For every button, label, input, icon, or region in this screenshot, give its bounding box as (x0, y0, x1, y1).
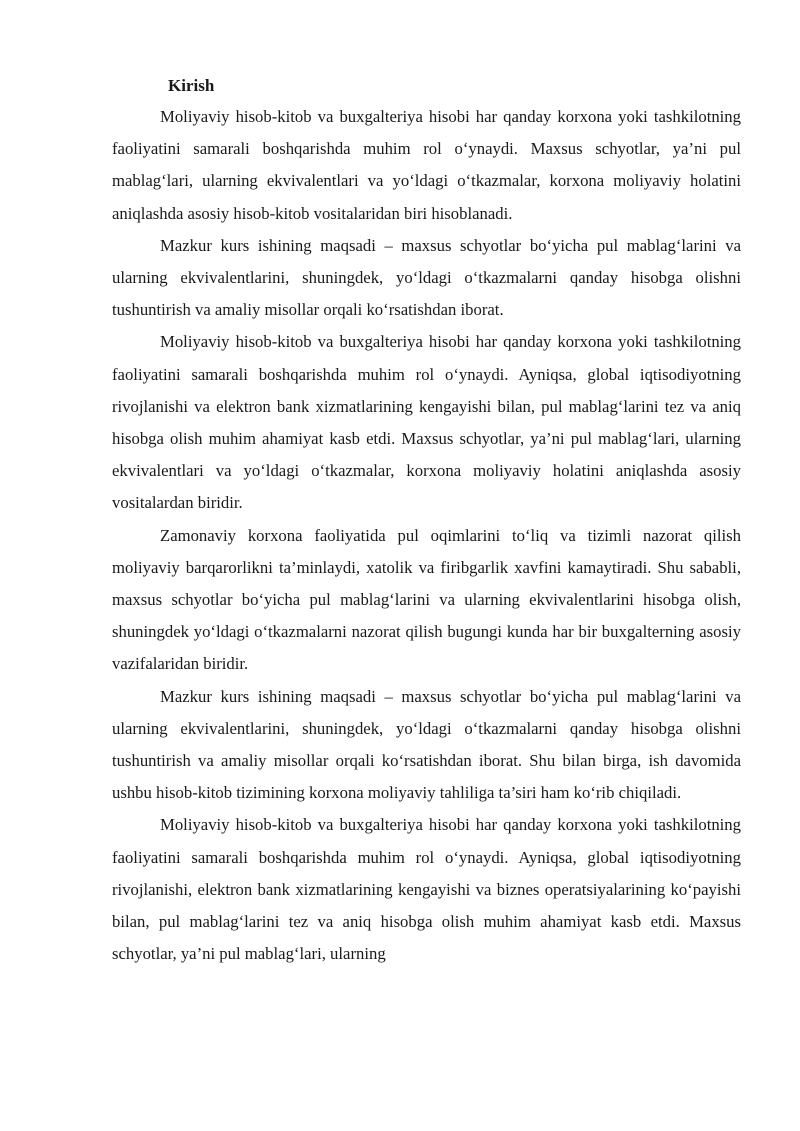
document-page (112, 70, 741, 970)
paragraph: Mazkur kurs ishining maqsadi – maxsus schyotlar bo‘yicha pul mablag‘larini va ularning ekvivalentlarini, shuningdek, yo‘ldagi o‘tkazmalarni qanday hisobga olishni tushuntirish va amaliy misollar orqali ko‘rsatishdan iborat. (112, 235, 741, 320)
section-heading: Kirish (168, 76, 215, 95)
paragraph: Moliyaviy hisob-kitob va buxgalteriya hisobi har qanday korxona yoki tashkilotning faoliyatini samarali boshqarishda muhim rol o‘ynaydi. Maxsus schyotlar, ya’ni pul mablag‘lari, ularning ekvivalentlari va yo‘ldagi o‘tkazmalar, korxona moliyaviy holatini aniqlashda asosiy hisob-kitob vositalaridan biri hisoblanadi. (112, 107, 741, 223)
paragraph: Mazkur kurs ishining maqsadi – maxsus schyotlar bo‘yicha pul mablag‘larini va ularning ekvivalentlarini, shuningdek, yo‘ldagi o‘tkazmalarni qanday hisobga olishni tushuntirish va amaliy misollar orqali ko‘rsatishdan iborat. Shu bilan birga, ish davomida ushbu hisob-kitob tizimining korxona moliyaviy tahliliga ta’siri ham ko‘rib chiqiladi. (112, 686, 741, 803)
paragraph: Moliyaviy hisob-kitob va buxgalteriya hisobi har qanday korxona yoki tashkilotning faoliyatini samarali boshqarishda muhim rol o‘ynaydi. Ayniqsa, global iqtisodiyotning rivojlanishi, elektron bank xizmatlarining kengayishi va biznes operatsiyalarining ko‘payishi bilan, pul mablag‘larini tez va aniq hisobga olish muhim ahamiyat kasb etdi. Maxsus schyotlar, ya’ni pul mablag‘lari, ularning (112, 815, 741, 964)
paragraph: Moliyaviy hisob-kitob va buxgalteriya hisobi har qanday korxona yoki tashkilotning faoliyatini samarali boshqarishda muhim rol o‘ynaydi. Ayniqsa, global iqtisodiyotning rivojlanishi va elektron bank xizmatlarining kengayishi bilan, pul mablag‘larini tez va aniq hisobga olish muhim ahamiyat kasb etdi. Maxsus schyotlar, ya’ni pul mablag‘lari, ularning ekvivalentlari va yo‘ldagi o‘tkazmalar, korxona moliyaviy holatini aniqlashda asosiy vositalardan biridir. (112, 332, 741, 513)
paragraph: Zamonaviy korxona faoliyatida pul oqimlarini to‘liq va tizimli nazorat qilish moliyaviy barqarorlikni ta’minlaydi, xatolik va firibgarlik xavfini kamaytiradi. Shu sababli, maxsus schyotlar bo‘yicha pul mablag‘larini va ularning ekvivalentlarini hisobga olish, shuningdek yo‘ldagi o‘tkazmalarni nazorat qilish bugungi kunda har bir buxgalterning asosiy vazifalaridan biridir. (112, 525, 741, 674)
